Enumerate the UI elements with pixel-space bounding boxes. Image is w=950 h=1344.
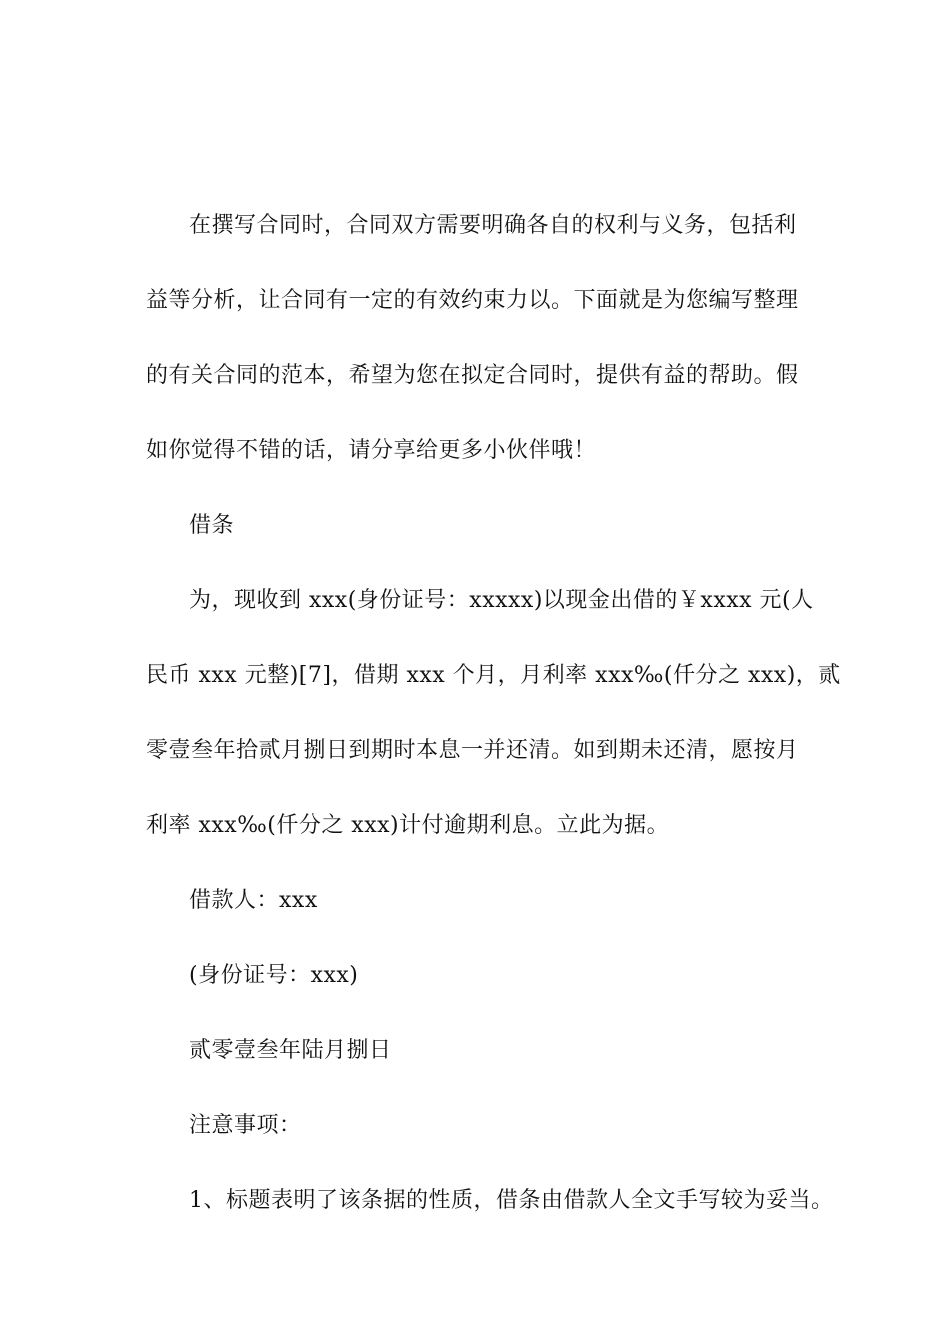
intro-line-1: 在撰写合同时，合同双方需要明确各自的权利与义务，包括利 <box>189 213 797 238</box>
body-line-4: 利率 xxx‰(仟分之 xxx)计付逾期利息。立此为据。 <box>146 813 670 838</box>
intro-line-3: 的有关合同的范本，希望为您在拟定合同时，提供有益的帮助。假 <box>146 363 799 388</box>
body-line-2: 民币 xxx 元整)[7]，借期 xxx 个月，月利率 xxx‰(仟分之 xxx)，贰 <box>146 663 841 688</box>
body-line-1: 为，现收到 xxx(身份证号：xxxxx)以现金出借的￥xxxx 元(人 <box>189 588 814 613</box>
body-line-3: 零壹叁年拾贰月捌日到期时本息一并还清。如到期未还清，愿按月 <box>146 738 799 763</box>
id-number-line: (身份证号：xxx) <box>189 963 359 988</box>
intro-line-4: 如你觉得不错的话，请分享给更多小伙伴哦！ <box>146 438 597 463</box>
borrower-line: 借款人：xxx <box>189 888 318 913</box>
document-title: 借条 <box>189 513 235 538</box>
note-item-1: 1、标题表明了该条据的性质，借条由借款人全文手写较为妥当。 <box>189 1188 834 1213</box>
notes-heading: 注意事项： <box>189 1113 302 1138</box>
intro-line-2: 益等分析，让合同有一定的有效约束力以。下面就是为您编写整理 <box>146 288 799 313</box>
date-line: 贰零壹叁年陆月捌日 <box>189 1038 392 1063</box>
